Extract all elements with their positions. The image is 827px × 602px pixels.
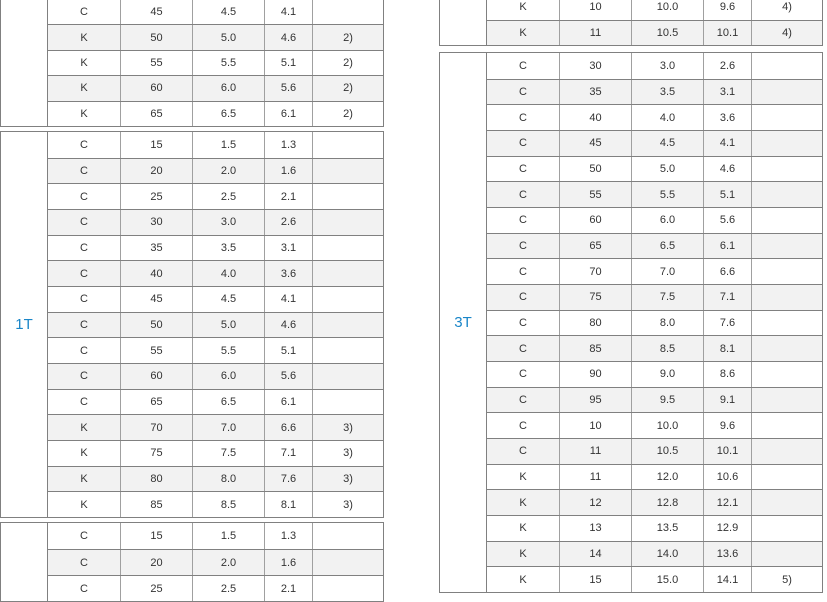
value-a-cell: 7.5 [192,441,264,466]
value-a-cell: 2.5 [192,184,264,209]
table-row [48,0,383,24]
size-cell: 80 [559,311,631,336]
value-b-cell: 3.6 [703,105,751,130]
value-b-cell: 7.1 [703,285,751,310]
size-cell: 10 [559,0,631,20]
note-cell [751,259,822,284]
size-cell: 25 [120,184,192,209]
value-b-cell: 6.1 [264,102,312,126]
rows [48,132,383,517]
value-a-cell: 1.5 [192,523,264,549]
rows [48,523,383,601]
size-cell: 85 [120,492,192,517]
note-cell [751,439,822,464]
value-b-cell: 5.1 [264,338,312,363]
group-label-cell [1,0,48,126]
table-row [487,0,822,20]
type-cell: K [80,31,88,44]
table-row [48,549,383,575]
value-a-cell: 5.5 [192,338,264,363]
type-cell: K [80,56,88,69]
note-cell: 3) [312,415,383,440]
table-row [487,541,822,567]
type-cell: C [519,239,527,252]
type-cell: C [519,162,527,175]
type-cell: C [519,188,527,201]
note-cell [312,132,383,158]
value-b-cell: 1.3 [264,132,312,158]
table-row [48,101,383,126]
size-cell: 65 [120,102,192,126]
type-cell: K [80,421,88,434]
value-b-cell: 5.6 [264,364,312,389]
note-cell: 2) [312,51,383,75]
spec-table-block-top-right [439,0,823,46]
rows [48,0,383,126]
note-cell [312,159,383,184]
table-row [487,284,822,310]
value-b-cell: 10.6 [703,465,751,490]
value-b-cell: 13.6 [703,542,751,567]
value-b-cell: 12.1 [703,490,751,515]
table-row [48,235,383,261]
type-cell: C [80,267,88,280]
size-cell: 15 [120,523,192,549]
table-row [48,209,383,235]
value-b-cell: 8.1 [264,492,312,517]
value-a-cell: 4.5 [192,0,264,24]
type-cell: K [519,496,527,509]
table-row [48,158,383,184]
size-cell: 80 [120,467,192,492]
value-a-cell: 5.5 [631,182,703,207]
table-row [48,132,383,158]
type-cell: C [519,111,527,124]
note-cell [751,413,822,438]
value-b-cell: 2.1 [264,576,312,601]
type-cell: C [80,582,88,595]
size-cell: 35 [120,236,192,261]
note-cell [751,80,822,105]
table-row [487,464,822,490]
value-b-cell: 6.6 [264,415,312,440]
table-row [48,286,383,312]
size-cell: 55 [120,338,192,363]
note-cell [751,157,822,182]
value-a-cell: 15.0 [631,567,703,592]
value-a-cell: 6.0 [631,208,703,233]
note-cell [751,516,822,541]
value-a-cell: 2.0 [192,550,264,575]
note-cell [751,208,822,233]
value-a-cell: 5.0 [192,25,264,49]
size-cell: 75 [559,285,631,310]
table-row [48,363,383,389]
type-cell: K [519,0,527,13]
size-cell: 50 [120,313,192,338]
size-cell: 90 [559,362,631,387]
value-b-cell: 5.1 [703,182,751,207]
size-cell: 55 [120,51,192,75]
value-a-cell: 6.0 [192,364,264,389]
value-a-cell: 1.5 [192,132,264,158]
type-cell: C [80,138,88,151]
note-cell: 4) [751,21,822,46]
size-cell: 11 [559,465,631,490]
value-a-cell: 8.5 [192,492,264,517]
size-cell: 11 [559,21,631,46]
note-cell [312,364,383,389]
type-cell: C [519,342,527,355]
value-a-cell: 5.0 [192,313,264,338]
type-cell: C [80,370,88,383]
rows [487,0,822,45]
type-cell: C [80,241,88,254]
value-a-cell: 7.0 [192,415,264,440]
value-a-cell: 13.5 [631,516,703,541]
type-cell: C [80,216,88,229]
type-cell: C [519,214,527,227]
value-a-cell: 8.5 [631,336,703,361]
note-cell [751,542,822,567]
type-cell: C [519,368,527,381]
spec-table-block-bottom-left [0,522,384,602]
size-cell: 45 [559,131,631,156]
value-b-cell: 14.1 [703,567,751,592]
value-b-cell: 2.6 [703,53,751,79]
size-cell: 65 [120,390,192,415]
size-cell: 45 [120,0,192,24]
value-b-cell: 9.6 [703,413,751,438]
note-cell [751,234,822,259]
table-row [487,181,822,207]
table-row [48,24,383,49]
value-a-cell: 4.0 [631,105,703,130]
value-b-cell: 8.6 [703,362,751,387]
table-row [48,466,383,492]
value-b-cell: 1.6 [264,159,312,184]
note-cell [312,576,383,601]
value-b-cell: 9.6 [703,0,751,20]
size-cell: 30 [559,53,631,79]
size-cell: 20 [120,159,192,184]
value-a-cell: 3.5 [631,80,703,105]
table-row [487,387,822,413]
size-cell: 70 [559,259,631,284]
type-cell: C [80,318,88,331]
value-b-cell: 8.1 [703,336,751,361]
table-row [487,361,822,387]
type-cell: C [80,164,88,177]
size-cell: 60 [120,364,192,389]
size-cell: 30 [120,210,192,235]
note-cell: 4) [751,0,822,20]
value-a-cell: 7.5 [631,285,703,310]
value-a-cell: 12.0 [631,465,703,490]
value-a-cell: 4.5 [192,287,264,312]
type-cell: C [80,344,88,357]
value-b-cell: 3.1 [703,80,751,105]
note-cell [312,550,383,575]
size-cell: 95 [559,388,631,413]
note-cell [751,388,822,413]
table-row [487,438,822,464]
value-b-cell: 1.6 [264,550,312,575]
table-row [48,523,383,549]
type-cell: C [80,395,88,408]
spec-table-block-3t [439,52,823,593]
note-cell [751,131,822,156]
rows [487,53,822,592]
note-cell [312,0,383,24]
value-b-cell: 7.1 [264,441,312,466]
type-cell: C [80,5,88,18]
value-b-cell: 2.6 [264,210,312,235]
note-cell [751,336,822,361]
type-cell: K [80,498,88,511]
type-cell: C [80,190,88,203]
note-cell [751,53,822,79]
spec-table-block-1t [0,131,384,518]
value-a-cell: 6.0 [192,76,264,100]
value-b-cell: 4.1 [264,0,312,24]
table-row [487,79,822,105]
value-b-cell: 4.1 [264,287,312,312]
type-cell: K [519,573,527,586]
value-a-cell: 3.0 [631,53,703,79]
size-cell: 40 [120,261,192,286]
table-row [487,53,822,79]
type-cell: K [519,522,527,535]
type-cell: C [80,530,88,542]
note-cell [751,105,822,130]
size-cell: 35 [559,80,631,105]
value-a-cell: 8.0 [631,311,703,336]
size-cell: 11 [559,439,631,464]
type-cell: K [519,547,527,560]
note-cell: 5) [751,567,822,592]
note-cell [312,523,383,549]
value-b-cell: 7.6 [264,467,312,492]
table-row [48,75,383,100]
value-b-cell: 10.1 [703,21,751,46]
table-row [487,412,822,438]
table-row [487,515,822,541]
table-row [48,50,383,75]
table-row [48,575,383,601]
note-cell [312,287,383,312]
table-row [48,491,383,517]
value-a-cell: 5.5 [192,51,264,75]
note-cell: 3) [312,467,383,492]
value-a-cell: 10.0 [631,413,703,438]
value-b-cell: 4.6 [264,25,312,49]
group-label-3t: 3T [440,53,487,592]
spec-table-block-top-left [0,0,384,127]
value-a-cell: 2.0 [192,159,264,184]
size-cell: 15 [120,132,192,158]
type-cell: K [80,82,88,95]
size-cell: 60 [120,76,192,100]
type-cell: K [519,26,527,39]
table-row [48,414,383,440]
note-cell [312,210,383,235]
value-b-cell: 3.6 [264,261,312,286]
note-cell: 3) [312,492,383,517]
value-a-cell: 7.0 [631,259,703,284]
size-cell: 75 [120,441,192,466]
value-b-cell: 5.6 [703,208,751,233]
group-label-cell [440,0,487,45]
note-cell [751,362,822,387]
size-cell: 13 [559,516,631,541]
value-a-cell: 9.5 [631,388,703,413]
value-a-cell: 5.0 [631,157,703,182]
size-cell: 50 [120,25,192,49]
value-b-cell: 5.1 [264,51,312,75]
value-b-cell: 9.1 [703,388,751,413]
type-cell: C [519,445,527,458]
value-b-cell: 4.1 [703,131,751,156]
table-row [487,156,822,182]
value-b-cell: 10.1 [703,439,751,464]
value-a-cell: 3.5 [192,236,264,261]
size-cell: 70 [120,415,192,440]
value-a-cell: 9.0 [631,362,703,387]
value-b-cell: 3.1 [264,236,312,261]
value-a-cell: 6.5 [631,234,703,259]
note-cell: 3) [312,441,383,466]
size-cell: 20 [120,550,192,575]
size-cell: 10 [559,413,631,438]
group-label-1t: 1T [1,132,48,517]
size-cell: 50 [559,157,631,182]
type-cell: C [80,293,88,306]
size-cell: 15 [559,567,631,592]
value-a-cell: 10.0 [631,0,703,20]
value-b-cell: 6.1 [264,390,312,415]
table-row [487,233,822,259]
type-cell: K [80,107,88,120]
value-b-cell: 1.3 [264,523,312,549]
table-row [487,335,822,361]
table-row [48,312,383,338]
value-b-cell: 12.9 [703,516,751,541]
table-row [487,310,822,336]
note-cell [312,338,383,363]
size-cell: 25 [120,576,192,601]
type-cell: C [519,393,527,406]
type-cell: K [80,447,88,460]
table-row [48,389,383,415]
note-cell [312,390,383,415]
table-row [48,337,383,363]
value-a-cell: 8.0 [192,467,264,492]
table-row [487,489,822,515]
table-row [487,104,822,130]
value-a-cell: 14.0 [631,542,703,567]
table-row [48,260,383,286]
table-row [487,20,822,46]
note-cell [312,236,383,261]
type-cell: K [80,472,88,485]
value-a-cell: 3.0 [192,210,264,235]
note-cell [751,490,822,515]
note-cell [751,182,822,207]
table-row [487,566,822,592]
type-cell: C [519,316,527,329]
table-row [48,440,383,466]
value-b-cell: 6.6 [703,259,751,284]
value-b-cell: 4.6 [264,313,312,338]
value-a-cell: 10.5 [631,21,703,46]
type-cell: C [80,556,88,569]
value-b-cell: 2.1 [264,184,312,209]
value-b-cell: 4.6 [703,157,751,182]
size-cell: 55 [559,182,631,207]
value-a-cell: 10.5 [631,439,703,464]
note-cell [751,285,822,310]
size-cell: 65 [559,234,631,259]
note-cell [751,465,822,490]
value-a-cell: 6.5 [192,390,264,415]
type-cell: C [519,265,527,278]
note-cell: 2) [312,25,383,49]
note-cell [751,311,822,336]
value-a-cell: 12.8 [631,490,703,515]
type-cell: K [519,470,527,483]
type-cell: C [519,137,527,150]
table-row [48,183,383,209]
size-cell: 40 [559,105,631,130]
value-a-cell: 4.5 [631,131,703,156]
size-cell: 60 [559,208,631,233]
note-cell [312,313,383,338]
note-cell: 2) [312,76,383,100]
size-cell: 14 [559,542,631,567]
type-cell: C [519,291,527,304]
size-cell: 12 [559,490,631,515]
value-a-cell: 2.5 [192,576,264,601]
size-cell: 85 [559,336,631,361]
table-row [487,207,822,233]
type-cell: C [519,85,527,98]
group-label-cell [1,523,48,601]
value-a-cell: 6.5 [192,102,264,126]
table-row [487,130,822,156]
type-cell: C [519,419,527,432]
type-cell: C [519,59,527,72]
value-b-cell: 6.1 [703,234,751,259]
value-b-cell: 7.6 [703,311,751,336]
note-cell: 2) [312,102,383,126]
note-cell [312,261,383,286]
size-cell: 45 [120,287,192,312]
value-b-cell: 5.6 [264,76,312,100]
table-row [487,258,822,284]
note-cell [312,184,383,209]
value-a-cell: 4.0 [192,261,264,286]
